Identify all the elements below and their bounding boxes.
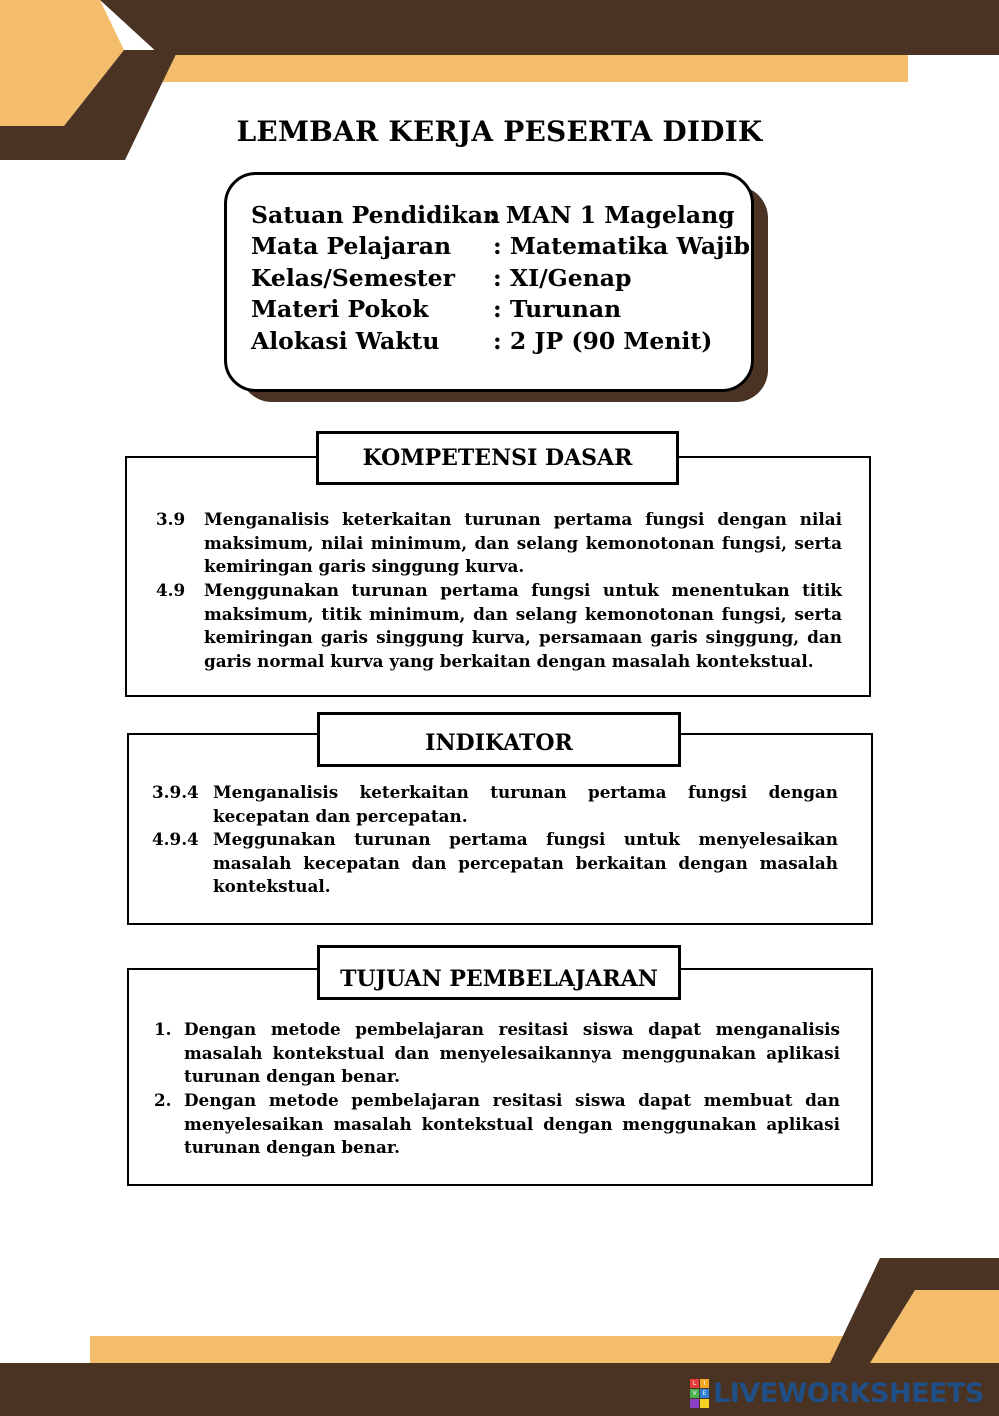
info-value: : MAN 1 Magelang xyxy=(489,201,735,229)
item-text: Dengan metode pembelajaran resitasi siswa dapat membuat dan menyelesaikan masalah kontekstual dengan menggunakan aplikasi turunan dengan benar. xyxy=(184,1090,840,1157)
info-value: : 2 JP (90 Menit) xyxy=(493,327,713,355)
item-text: Meggunakan turunan pertama fungsi untuk menyelesaikan masalah kecepatan dan percepatan berkaitan dengan masalah kontekstual. xyxy=(213,829,838,896)
item-text: Dengan metode pembelajaran resitasi siswa dapat menganalisis masalah kontekstual dan menyelesaikannya menggunakan aplikasi turunan dengan benar. xyxy=(184,1019,840,1086)
item-number: 2. xyxy=(154,1090,172,1110)
indikator-item xyxy=(152,781,838,828)
cube-letter: V xyxy=(690,1389,699,1398)
indikator-heading: INDIKATOR xyxy=(317,712,681,767)
kompetensi-item xyxy=(156,508,842,579)
item-number: 4.9.4 xyxy=(152,829,199,849)
tujuan-item xyxy=(154,1089,840,1160)
liveworksheets-wordmark: LIVEWORKSHEETS xyxy=(713,1377,984,1409)
info-label: Kelas/Semester xyxy=(251,264,455,292)
liveworksheets-logo[interactable] xyxy=(690,1378,984,1408)
item-number: 3.9 xyxy=(156,509,186,529)
info-card xyxy=(224,172,754,392)
item-number: 1. xyxy=(154,1019,172,1039)
kompetensi-item xyxy=(156,579,842,673)
tujuan-heading: TUJUAN PEMBELAJARAN xyxy=(317,945,681,1000)
info-value: : Matematika Wajib xyxy=(493,232,750,260)
info-label: Mata Pelajaran xyxy=(251,232,452,260)
page-title: LEMBAR KERJA PESERTA DIDIK xyxy=(236,115,763,148)
item-text: Menganalisis keterkaitan turunan pertama fungsi dengan kecepatan dan percepatan. xyxy=(213,782,838,826)
info-value: : XI/Genap xyxy=(493,264,632,292)
indikator-item xyxy=(152,828,838,899)
cube-letter: I xyxy=(700,1379,709,1388)
info-label: Satuan Pendidikan xyxy=(251,201,501,229)
info-value: : Turunan xyxy=(493,295,622,323)
info-label: Materi Pokok xyxy=(251,295,429,323)
cube-letter: L xyxy=(690,1379,699,1388)
item-text: Menggunakan turunan pertama fungsi untuk menentukan titik maksimum, titik minimum, dan selang kemonotonan fungsi, serta kemiringan garis singgung kurva, persamaan garis singgung, dan garis normal kurva yang berkaitan dengan masalah kontekstual. xyxy=(204,580,842,671)
cube-letter: E xyxy=(700,1389,709,1398)
info-label: Alokasi Waktu xyxy=(251,327,440,355)
kompetensi-heading: KOMPETENSI DASAR xyxy=(316,431,679,485)
liveworksheets-cube-icon xyxy=(690,1379,709,1408)
tujuan-item xyxy=(154,1018,840,1089)
item-number: 3.9.4 xyxy=(152,782,199,802)
item-number: 4.9 xyxy=(156,580,186,600)
item-text: Menganalisis keterkaitan turunan pertama fungsi dengan nilai maksimum, nilai minimum, dan selang kemonotonan fungsi, serta kemiringan garis singgung kurva. xyxy=(204,509,842,576)
